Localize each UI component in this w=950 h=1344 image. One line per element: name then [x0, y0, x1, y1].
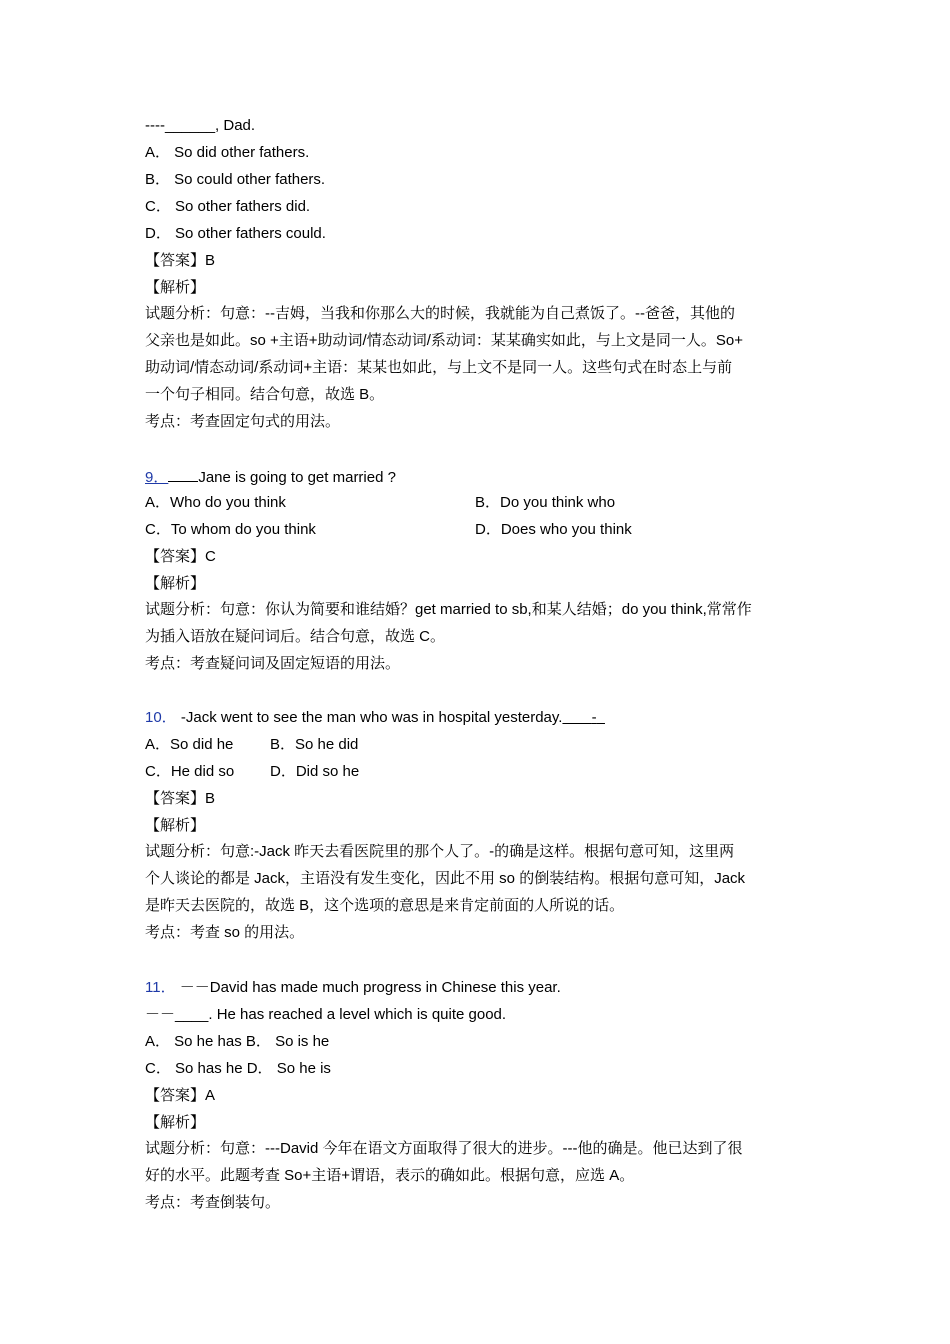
- q10-analysis-line: 是昨天去医院的，故选 B，这个选项的意思是来肯定前面的人所说的话。: [145, 897, 625, 914]
- q10-option-c: C．He did so: [145, 763, 235, 780]
- q10-stem-text: -Jack went to see the man who was in hospital yesterday.: [176, 709, 563, 726]
- q10-option-d: D．Did so he: [270, 763, 360, 780]
- q10-analysis-line: 个人谈论的都是 Jack，主语没有发生变化，因此不用 so 的倒装结构。根据句意可知，Jack: [145, 870, 746, 887]
- q10-point: 考点：考查 so 的用法。: [145, 924, 305, 941]
- q10-option-b: B．So he did: [270, 736, 359, 753]
- q11-stem-text: －－David has made much progress in Chinese this year.: [175, 979, 561, 996]
- q8-answer: 【答案】B: [145, 252, 216, 269]
- q10-option-a: A．So did he: [145, 736, 234, 753]
- q9-option-d: D．Does who you think: [475, 521, 632, 538]
- q11-number: 11．: [145, 979, 176, 996]
- q8-analysis-label: 【解析】: [145, 279, 206, 296]
- q11-options-row1: A． So he has B． So is he: [145, 1033, 330, 1050]
- q10-stem: [145, 708, 605, 728]
- q11-answer: 【答案】A: [145, 1087, 216, 1104]
- q8-analysis-line: 一个句子相同。结合句意，故选 B。: [145, 386, 385, 403]
- q11-stem: [145, 978, 561, 998]
- q9-stem-text: Jane is going to get married ?: [198, 469, 396, 486]
- q8-analysis-line: 试题分析：句意：--吉姆，当我和你那么大的时候，我就能为自己煮饭了。--爸爸，其他的: [145, 305, 735, 322]
- q10-number: 10．: [145, 709, 177, 726]
- q10-blank-tail: -: [591, 709, 597, 726]
- q10-blank: [562, 709, 605, 726]
- q8-option-d: D． So other fathers could.: [145, 225, 326, 242]
- q10-analysis-label: 【解析】: [145, 817, 206, 834]
- q9-number: 9．: [145, 469, 169, 486]
- q9-option-c: C．To whom do you think: [145, 521, 316, 538]
- q8-analysis-line: 助动词/情态动词/系动词+主语：某某也如此，与上文不是同一人。这些句式在时态上与前: [145, 359, 733, 376]
- q9-blank: [168, 466, 198, 482]
- q8-option-a: A． So did other fathers.: [145, 144, 310, 161]
- q11-options-row2: C． So has he D． So he is: [145, 1060, 331, 1077]
- q11-analysis-label: 【解析】: [145, 1114, 206, 1131]
- q11-point: 考点：考查倒装句。: [145, 1194, 281, 1211]
- q8-analysis-line: 父亲也是如此。so +主语+助动词/情态动词/系动词：某某确实如此，与上文是同一人。So+: [145, 332, 743, 349]
- q9-option-b: B．Do you think who: [475, 494, 616, 511]
- q9-analysis-line: 为插入语放在疑问词后。结合句意，故选 C。: [145, 628, 446, 645]
- q8-option-b: B． So could other fathers.: [145, 171, 326, 188]
- q9-option-a: A．Who do you think: [145, 494, 286, 511]
- q11-stem-line2: －－____. He has reached a level which is quite good.: [145, 1006, 507, 1023]
- q8-point: 考点：考查固定句式的用法。: [145, 413, 341, 430]
- q9-answer: 【答案】C: [145, 548, 216, 565]
- q9-point: 考点：考查疑问词及固定短语的用法。: [145, 655, 401, 672]
- q8-option-c: C． So other fathers did.: [145, 198, 311, 215]
- q11-analysis-line: 好的水平。此题考查 So+主语+谓语，表示的确如此。根据句意，应选 A。: [145, 1167, 635, 1184]
- q11-analysis-line: 试题分析：句意：---David 今年在语文方面取得了很大的进步。---他的确是。他已达到了很: [145, 1140, 743, 1157]
- q10-analysis-line: 试题分析：句意:-Jack 昨天去看医院里的那个人了。-的确是这样。根据句意可知，这里两: [145, 843, 735, 860]
- q10-answer: 【答案】B: [145, 790, 216, 807]
- q9-stem: [145, 466, 396, 488]
- q8-stem-line: ----______, Dad.: [145, 117, 256, 134]
- q9-analysis-line: 试题分析：句意：你认为简要和谁结婚？get married to sb,和某人结婚；do you think,常常作: [145, 601, 752, 618]
- q9-analysis-label: 【解析】: [145, 575, 206, 592]
